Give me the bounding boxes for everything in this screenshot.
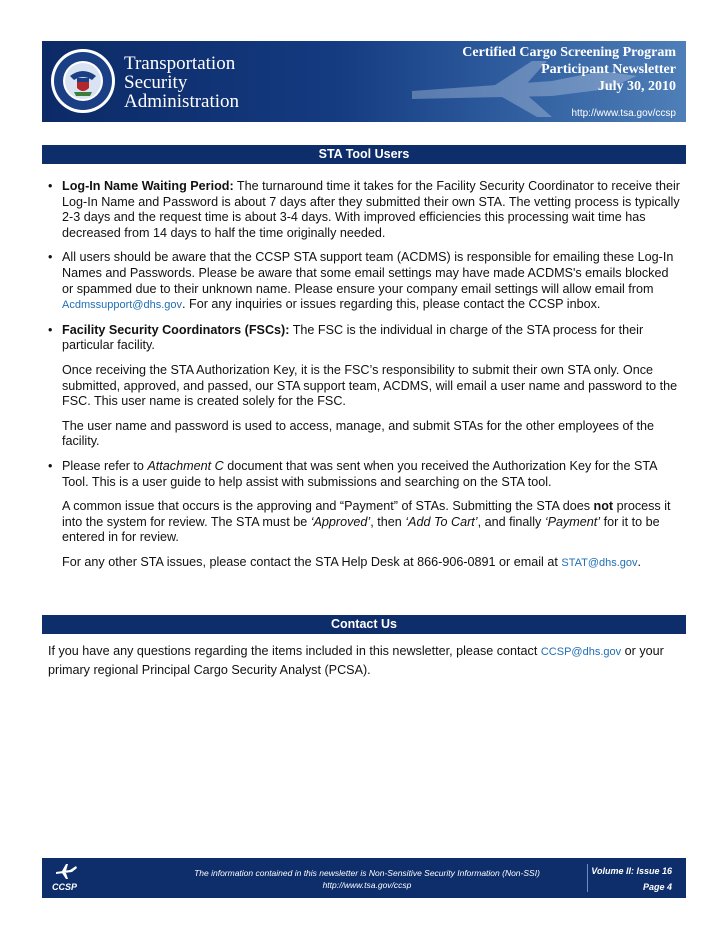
bullet-text: for it to be entered in for review. [62,514,660,545]
page-number: Page 4 [642,882,672,892]
bullet-paragraph [62,250,680,313]
step-payment: ‘Payment’ [544,514,601,529]
volume-issue: Volume II: Issue 16 [591,866,672,876]
footer-url-link[interactable]: http://www.tsa.gov/ccsp [322,880,412,890]
disclaimer-text: The information contained in this newsletter is Non-Sensitive Security Information (Non-SSI) [194,868,540,878]
bullet-text: Please refer to [62,458,148,473]
bullet-item [48,323,680,450]
emphasis-text: not [593,499,614,514]
stat-email-link[interactable]: STAT@dhs.gov [561,556,638,569]
bullet-text: A common issue that occurs is the approving and “Payment” of STAs. Submitting the STA does [62,499,594,514]
bullet-text: document that was sent when you received the Authorization Key for the STA Tool. This is a user guide to help assist with submissions and searching on the STA tool. [62,458,657,489]
bullet-text: , and finally [477,514,545,529]
bullet-paragraph [62,179,680,241]
bullet-dot: • [48,322,53,337]
bullet-text: The turnaround time it takes for the Facility Security Coordinator to receive their Log-In Name and Password is about 7 days after they submitted their own STA. The vetting process is typically 2-3 days and the request time is about 3-4 days. With improved efficiencies this processing wait time has decreased from 14 days to half the time originally needed. [62,179,681,240]
bullet-paragraph: The user name and password is used to access, manage, and submit STAs for the other employees of the facility. [62,418,654,449]
acdms-email-link[interactable]: Acdmssupport@dhs.gov [62,299,183,312]
bullet-paragraph [62,459,680,490]
section-title-contact: Contact Us [42,615,686,634]
contact-text: If you have any questions regarding the items included in this newsletter, please contact [48,644,541,658]
bullet-text: For any other STA issues, please contact the STA Help Desk at 866-906-0891 or email at [62,554,562,569]
bullet-heading: Log-In Name Waiting Period: [62,179,234,193]
contact-paragraph [48,642,682,679]
ccsp-logo-text: CCSP [52,882,78,892]
bullet-paragraph [62,555,680,572]
footer-divider [587,864,588,892]
step-approved: ‘Approved’ [310,514,371,529]
program-name: Certified Cargo Screening Program [462,45,676,60]
issue-date: July 30, 2010 [597,79,676,94]
agency-name-line1: Transportation [124,53,236,74]
newsletter-name: Participant Newsletter [541,62,676,77]
bullet-text: All users should be aware that the CCSP STA support team (ACDMS) is responsible for emailing these Log-In Names and Passwords. Please be aware that some email settings may have made ACDMS's emails blocked or spammed due to their unknown name. Please ensure your company email settings will allow email from [62,250,674,296]
bullet-text: , then [370,514,406,529]
bullet-heading: Facility Security Coordinators (FSCs): [62,322,290,337]
bullet-paragraph [62,323,680,354]
bullet-paragraph [62,499,680,546]
bullet-text: process it into the system for review. The STA must be [62,499,671,529]
bullet-dot: • [48,458,53,473]
agency-name-line2: Security [124,72,188,93]
bullet-text: The FSC is the individual in charge of the STA process for their particular facility. [62,322,644,353]
sta-section-content [48,179,680,580]
bullet-paragraph: Once receiving the STA Authorization Key, it is the FSC’s responsibility to submit their own STA only. Once submitted, approved, and passed, our STA support team, ACDMS, will email a user name and password to the FSC. This user name is created solely for the FSC. [62,362,678,409]
bullet-dot: • [48,250,53,265]
step-add-to-cart: ‘Add To Cart’ [405,514,478,529]
footer-bar [42,858,686,898]
footer-disclaimer [162,867,572,891]
bullet-item [48,459,680,572]
contact-text: or your primary regional Principal Cargo Security Analyst (PCSA). [48,644,664,677]
ccsp-email-link[interactable]: CCSP@dhs.gov [540,646,622,658]
bullet-dot: • [48,179,53,193]
agency-name-line3: Administration [124,91,240,112]
section-title-sta: STA Tool Users [42,145,686,164]
bullet-item [48,179,680,241]
agency-name [124,54,239,111]
header-url-link[interactable]: http://www.tsa.gov/ccsp [571,108,676,119]
airplane-icon [54,862,78,880]
bullet-item [48,250,680,313]
bullet-text: . [637,554,642,569]
newsletter-title [462,44,676,95]
dhs-seal-logo [50,48,116,114]
bullet-text: . For any inquiries or issues regarding this, please contact the CCSP inbox. [182,297,601,312]
attachment-reference: Attachment C [147,458,224,473]
header-banner [42,41,686,122]
